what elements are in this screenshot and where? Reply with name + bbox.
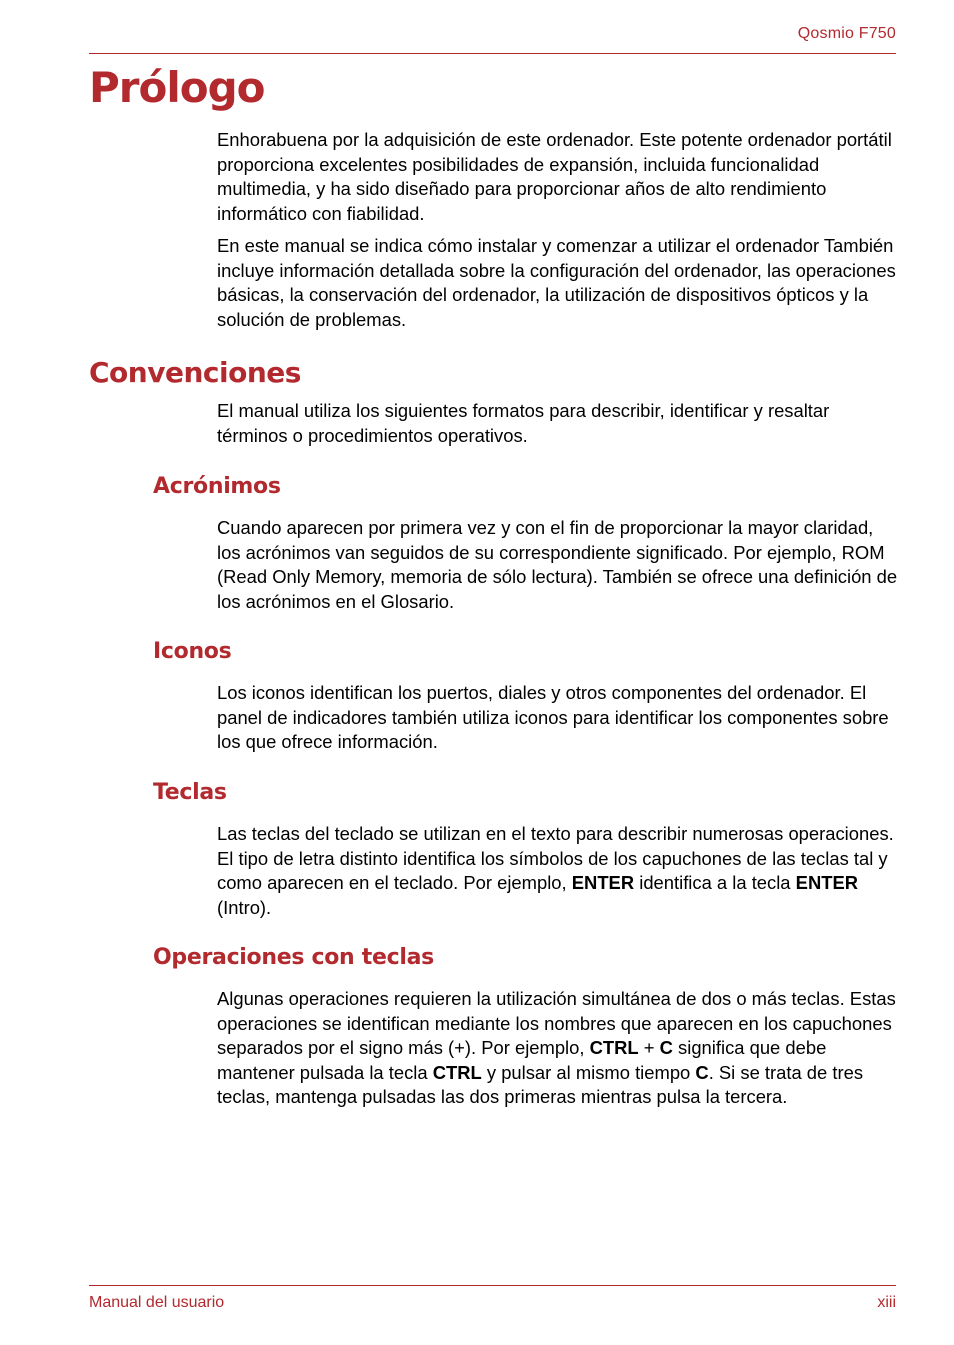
footer-divider — [89, 1285, 896, 1286]
teclas-text-1: Las teclas del teclado se utilizan en el texto para describir numerosas operaciones. El tipo de letra distinto identifica los símbolos de los capuchones de las teclas tal y como aparecen en el teclado. Por ejemplo, — [217, 823, 894, 893]
subsection-title-teclas: Teclas — [153, 780, 227, 805]
key-name-c-2: C — [695, 1061, 709, 1083]
page-number: xiii — [877, 1294, 896, 1311]
operaciones-text-2: significa que debe mantener pulsada la tecla — [217, 1037, 827, 1083]
header-divider — [89, 53, 896, 54]
key-name-c: C — [659, 1037, 673, 1058]
prologo-paragraph-1: Enhorabuena por la adquisición de este ordenador. Este potente ordenador portátil proporciona excelentes posibilidades de expansión, incluida funcionalidad multimedia, y ha sido diseñado para proporcionar años de alto rendimiento informático con fiabilidad. — [217, 129, 892, 224]
key-name-enter-2: ENTER — [795, 872, 859, 893]
section-title-convenciones: Convenciones — [89, 356, 301, 389]
footer-manual-title: Manual del usuario — [89, 1294, 225, 1311]
key-name-ctrl-2: CTRL — [432, 1061, 482, 1083]
teclas-text-3: (Intro). — [217, 896, 272, 918]
acronimos-paragraph: Cuando aparecen por primera vez y con el fin de proporcionar la mayor claridad, los acrónimos van seguidos de su correspondiente significado. Por ejemplo, ROM (Read Only Memory, memoria de sólo lectura). También se ofrece una definición de los acrónimos en el Glosario. — [217, 517, 898, 612]
subsection-title-acronimos: Acrónimos — [153, 474, 281, 499]
operaciones-paragraph — [217, 987, 901, 1110]
operaciones-text-3: y pulsar al mismo tiempo — [486, 1061, 691, 1083]
iconos-paragraph: Los iconos identifican los puertos, diales y otros componentes del ordenador. El panel de indicadores también utiliza iconos para identificar los componentes sobre los que ofrece información. — [217, 682, 889, 752]
header-brand: Qosmio F750 — [797, 25, 896, 42]
key-name-ctrl: CTRL — [589, 1037, 639, 1058]
convenciones-paragraph: El manual utiliza los siguientes formatos para describir, identificar y resaltar términos o procedimientos operativos. — [217, 400, 830, 446]
teclas-text-2: identifica a la tecla — [639, 872, 791, 893]
operaciones-text-1: Algunas operaciones requieren la utilización simultánea de dos o más teclas. Estas operaciones se identifican mediante los nombres que aparecen en los capuchones separados por el signo más (+). Por ejemplo, — [217, 988, 896, 1058]
teclas-paragraph — [217, 822, 901, 920]
subsection-title-operaciones: Operaciones con teclas — [153, 945, 434, 970]
subsection-title-iconos: Iconos — [153, 639, 232, 664]
key-name-enter: ENTER — [571, 872, 635, 893]
operaciones-text-4: . Si se trata de tres teclas, mantenga pulsadas las dos primeras mientras pulsa la tercera. — [217, 1061, 864, 1107]
prologo-paragraph-2: En este manual se indica cómo instalar y comenzar a utilizar el ordenador También incluye información detallada sobre la configuración del ordenador, las operaciones básicas, la conservación del ordenador, la utilización de dispositivos ópticos y la solución de problemas. — [217, 235, 896, 330]
page-title: Prólogo — [89, 63, 265, 112]
plus-sign: + — [643, 1037, 655, 1058]
